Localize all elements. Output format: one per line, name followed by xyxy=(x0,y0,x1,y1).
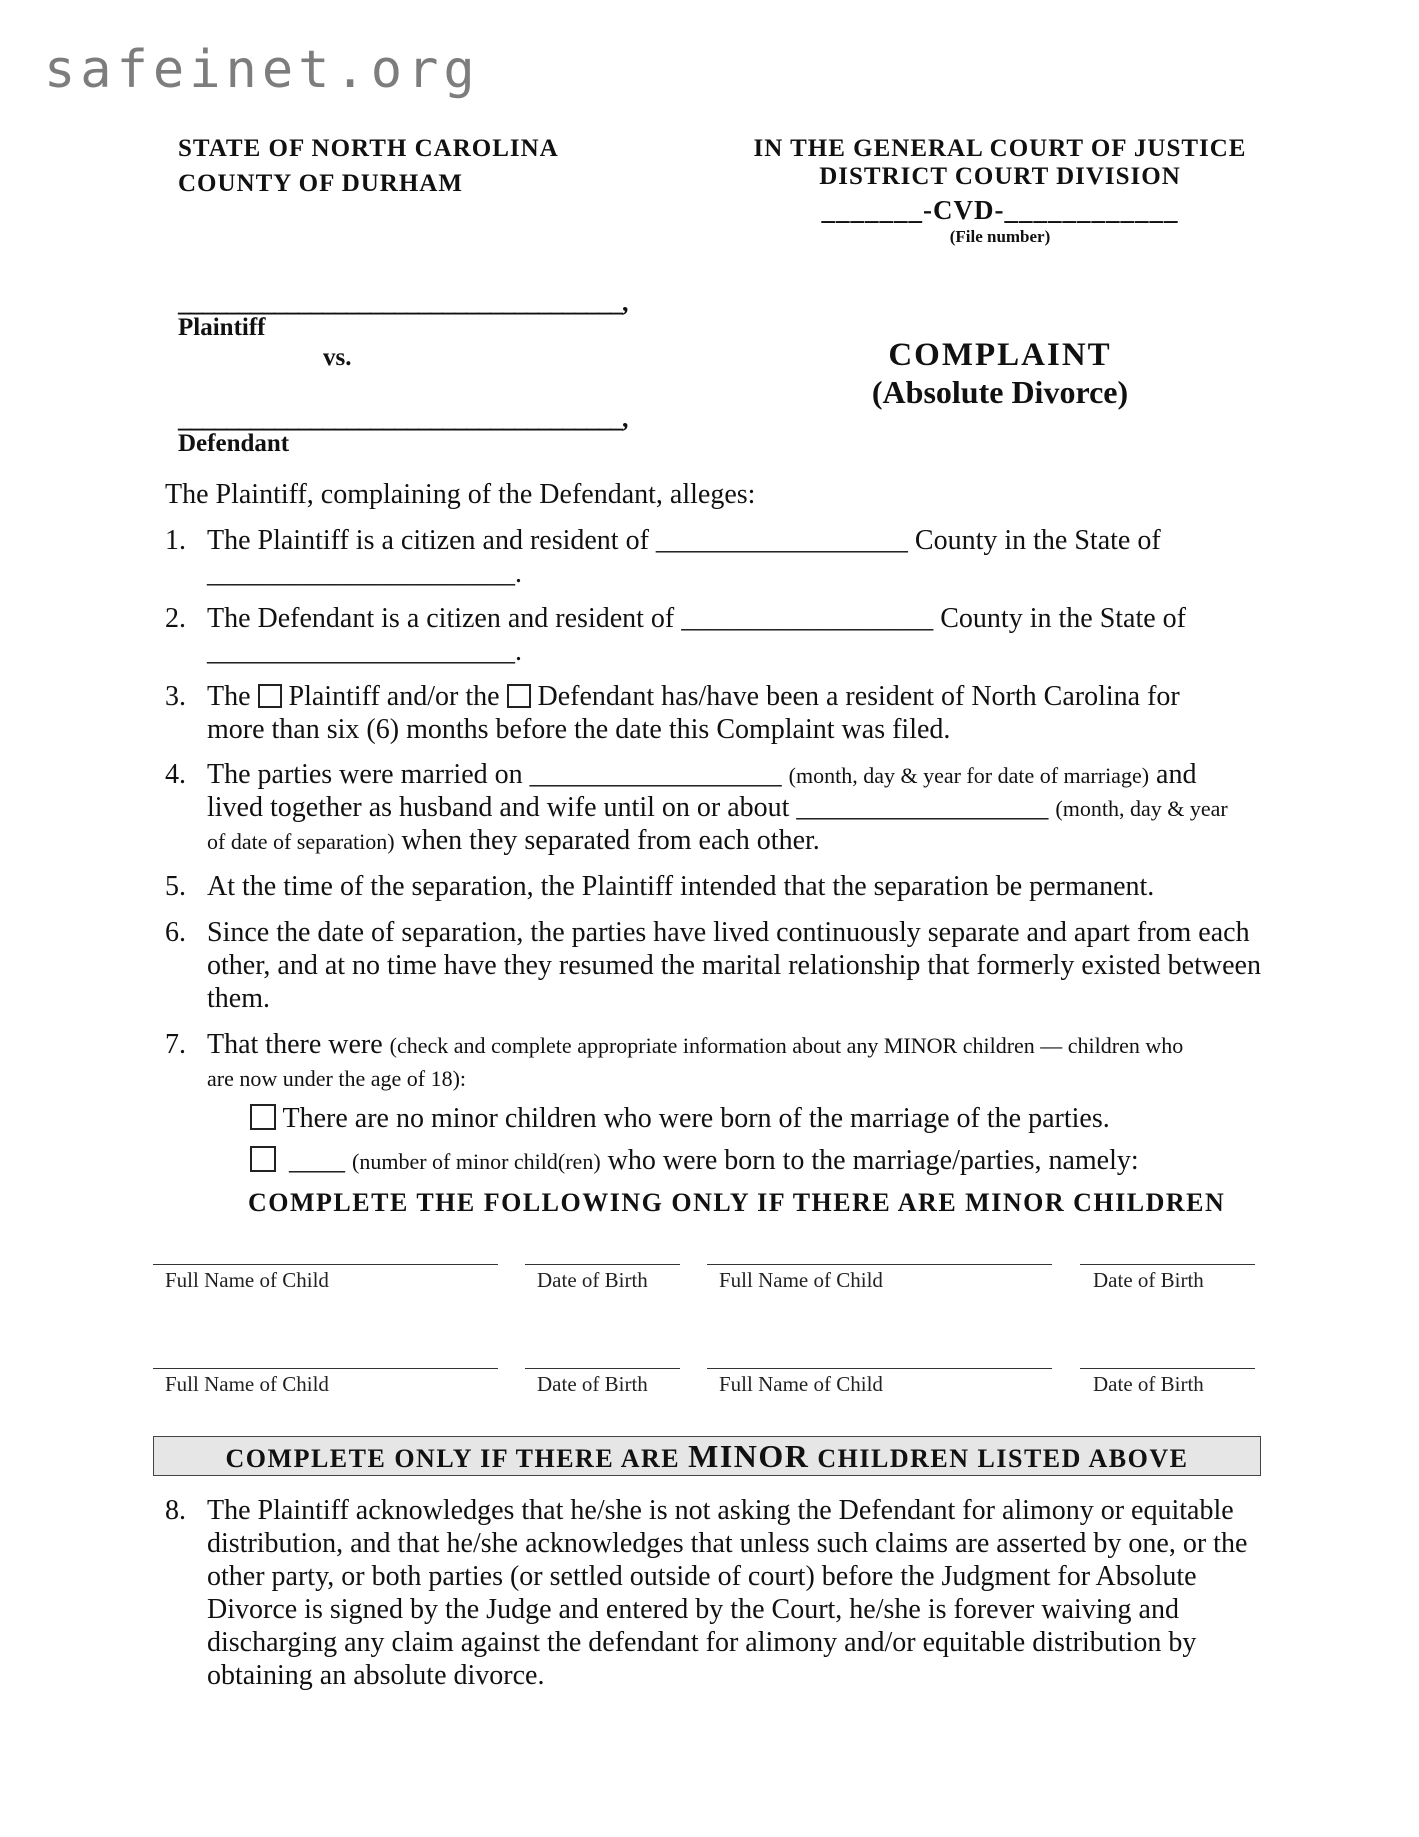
child-4-name-line[interactable] xyxy=(707,1368,1052,1369)
defendant-name-field[interactable]: _____________________________________, xyxy=(178,404,628,433)
item-8-text: The Plaintiff acknowledges that he/she is not asking the Defendant for alimony or equitable distribution, and that he/she acknowledges that unless such claims are asserted by one, or the other party, or both parties (or settled outside of court) before the Judgment for Absolute Divorce is signed by the Judge and entered by the Court, he/she is forever waiving and discharging any claim against the defendant for alimony and/or equitable distribution by obtaining an absolute divorce. xyxy=(207,1495,1248,1691)
court-heading: IN THE GENERAL COURT OF JUSTICE xyxy=(753,135,1247,162)
banner-post: CHILDREN LISTED ABOVE xyxy=(817,1444,1189,1473)
state-heading: STATE OF NORTH CAROLINA xyxy=(178,135,559,162)
watermark: safeinet.org xyxy=(44,40,480,100)
child-2-name-label: Full Name of Child xyxy=(719,1268,883,1292)
item-1-number: 1. xyxy=(165,525,186,556)
file-number-field[interactable]: _______-CVD-____________ xyxy=(821,195,1179,225)
separation-date-note: (month, day & year xyxy=(1055,796,1228,821)
marriage-date-note: (month, day & year for date of marriage) xyxy=(788,763,1150,788)
item-4-line-2 xyxy=(207,791,1228,825)
separation-date-field[interactable]: lived together as husband and wife until on or about __________________ xyxy=(207,792,1049,823)
child-2-dob-line[interactable] xyxy=(1080,1264,1255,1265)
minor-children-count-note: (number of minor child(ren) xyxy=(352,1149,601,1174)
item-2-state-field[interactable]: ______________________. xyxy=(207,636,522,667)
item-7-intro: That there were xyxy=(207,1029,383,1060)
intro-text: The Plaintiff, complaining of the Defendant, alleges: xyxy=(165,479,756,510)
item-3-line-1 xyxy=(207,680,1180,713)
item-3-line-2: more than six (6) months before the date this Complaint was filed. xyxy=(207,714,951,745)
item-1-text[interactable]: The Plaintiff is a citizen and resident of __________________ County in the State of xyxy=(207,525,1161,556)
minor-children-heading: COMPLETE THE FOLLOWING ONLY IF THERE ARE MINOR CHILDREN xyxy=(248,1188,1226,1217)
child-3-dob-line[interactable] xyxy=(525,1368,680,1369)
item-3-defendant-label: Defendant has/have been a resident of North Carolina for xyxy=(537,681,1180,712)
item-2-text[interactable]: The Defendant is a citizen and resident of __________________ County in the State of xyxy=(207,603,1187,634)
plaintiff-label: Plaintiff xyxy=(178,314,266,341)
county-heading: COUNTY OF DURHAM xyxy=(178,170,463,197)
plaintiff-name-field[interactable]: _____________________________________, xyxy=(178,288,628,317)
banner-pre: COMPLETE ONLY IF THERE ARE xyxy=(225,1444,681,1473)
item-5-text: At the time of the separation, the Plaintiff intended that the separation be permanent. xyxy=(207,871,1155,902)
item-4-line-3 xyxy=(207,824,820,858)
item-4-number: 4. xyxy=(165,759,186,790)
minor-children-checkbox[interactable] xyxy=(250,1146,276,1172)
child-2-dob-label: Date of Birth xyxy=(1093,1268,1204,1292)
defendant-resident-checkbox[interactable] xyxy=(507,684,531,708)
minor-children-option xyxy=(250,1144,1139,1178)
item-4-end: when they separated from each other. xyxy=(401,825,820,856)
child-1-name-line[interactable] xyxy=(153,1264,498,1265)
item-6-number: 6. xyxy=(165,917,186,948)
plaintiff-resident-checkbox[interactable] xyxy=(258,684,282,708)
item-6-text: Since the date of separation, the parties have lived continuously separate and apart from each other, and at no time have they resumed the marital relationship that formerly existed between them. xyxy=(207,917,1261,1014)
no-minor-children-label: There are no minor children who were born of the marriage of the parties. xyxy=(282,1103,1110,1134)
child-3-name-line[interactable] xyxy=(153,1368,498,1369)
marriage-date-field[interactable]: The parties were married on __________________ xyxy=(207,759,782,790)
item-5-number: 5. xyxy=(165,871,186,902)
item-7-line-1 xyxy=(207,1028,1183,1062)
minor-children-banner xyxy=(153,1436,1261,1476)
item-2-number: 2. xyxy=(165,603,186,634)
item-3-the: The xyxy=(207,681,251,712)
complaint-subtitle: (Absolute Divorce) xyxy=(871,374,1129,410)
item-3-number: 3. xyxy=(165,681,186,712)
versus-label: vs. xyxy=(323,344,352,371)
item-8-number: 8. xyxy=(165,1495,186,1526)
child-1-name-label: Full Name of Child xyxy=(165,1268,329,1292)
minor-children-count-field[interactable]: ____ xyxy=(289,1145,345,1176)
defendant-label: Defendant xyxy=(178,430,290,457)
no-minor-children-checkbox[interactable] xyxy=(250,1104,276,1130)
child-4-dob-label: Date of Birth xyxy=(1093,1372,1204,1396)
separation-date-note-cont: of date of separation) xyxy=(207,829,395,854)
complaint-title: COMPLAINT xyxy=(888,337,1112,373)
minor-children-label: who were born to the marriage/parties, namely: xyxy=(607,1145,1139,1176)
item-7-note: (check and complete appropriate information about any MINOR children — children who xyxy=(389,1033,1184,1058)
item-7-note-cont: are now under the age of 18): xyxy=(207,1066,467,1091)
file-number-label: (File number) xyxy=(949,227,1051,246)
item-1-state-field[interactable]: ______________________. xyxy=(207,558,522,589)
child-2-name-line[interactable] xyxy=(707,1264,1052,1265)
child-3-name-label: Full Name of Child xyxy=(165,1372,329,1396)
child-4-dob-line[interactable] xyxy=(1080,1368,1255,1369)
item-7-number: 7. xyxy=(165,1029,186,1060)
no-minor-children-option xyxy=(250,1102,1110,1135)
division-heading: DISTRICT COURT DIVISION xyxy=(819,163,1181,190)
child-4-name-label: Full Name of Child xyxy=(719,1372,883,1396)
item-4-and: and xyxy=(1156,759,1197,790)
child-1-dob-line[interactable] xyxy=(525,1264,680,1265)
child-1-dob-label: Date of Birth xyxy=(537,1268,648,1292)
child-3-dob-label: Date of Birth xyxy=(537,1372,648,1396)
banner-minor: MINOR xyxy=(688,1438,810,1474)
item-3-plaintiff-label: Plaintiff and/or the xyxy=(288,681,500,712)
item-4-line-1 xyxy=(207,758,1196,792)
